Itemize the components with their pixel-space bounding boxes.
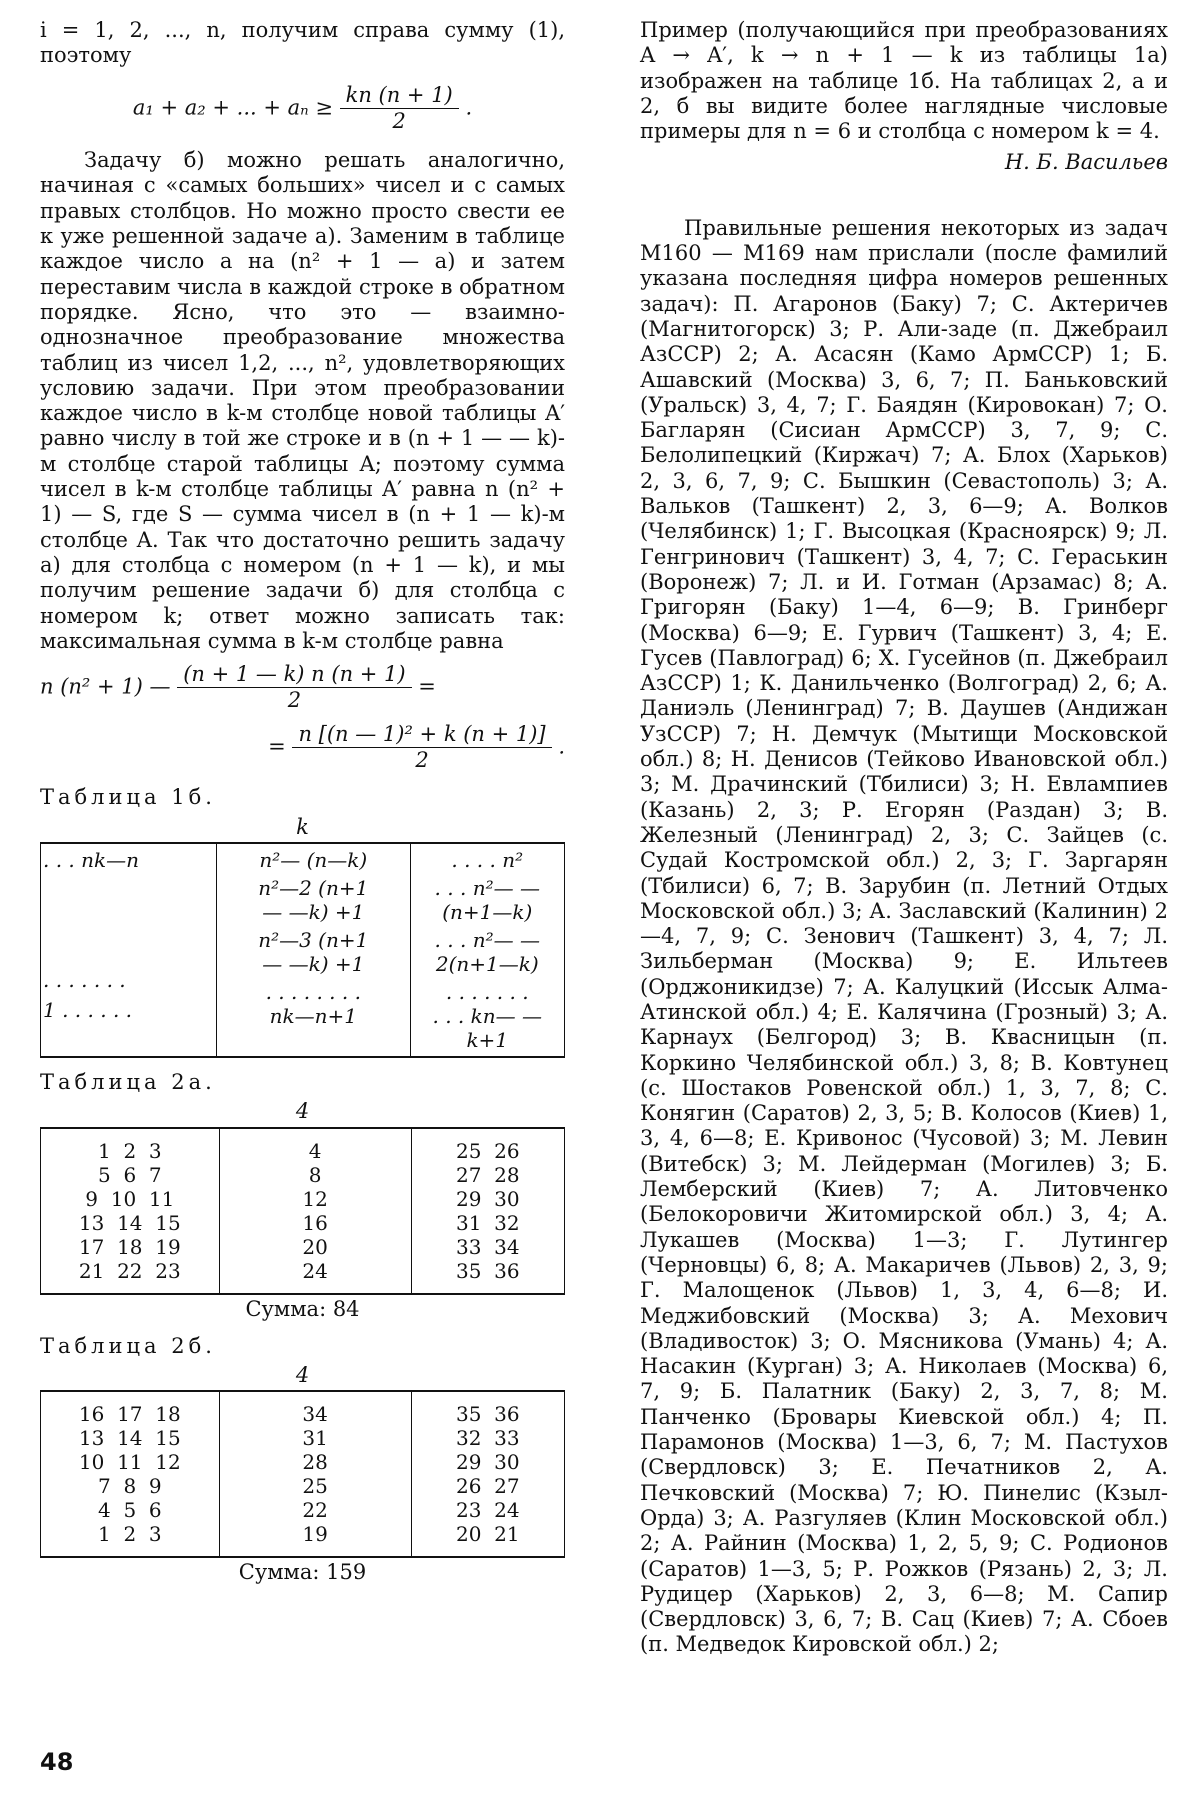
table-2b-col1 bbox=[41, 1391, 220, 1557]
cell: 29 30 bbox=[455, 1186, 520, 1211]
table-2b-col2 bbox=[219, 1391, 411, 1557]
page-number: 48 bbox=[40, 1748, 74, 1776]
cell: 31 bbox=[302, 1426, 328, 1451]
formula-2: n (n² + 1) — $\frac{(n + 1 — k) n (n + 1)}{2}$ = bbox=[40, 662, 436, 713]
author-signature: Н. Б. Васильев bbox=[1004, 150, 1168, 175]
cell: 13 14 15 bbox=[78, 1426, 181, 1451]
cell: . . . . . . . . bbox=[265, 979, 361, 1004]
cell: . . . . . . . bbox=[43, 967, 126, 992]
left-column bbox=[40, 18, 565, 1596]
table-2b-col3 bbox=[411, 1391, 564, 1557]
paragraph-intro: i = 1, 2, ..., n, получим справа сумму (1), поэтому bbox=[40, 18, 565, 68]
cell: 20 bbox=[302, 1234, 328, 1259]
cell: . . . kn— —k+1 bbox=[432, 1003, 542, 1052]
cell: 24 bbox=[302, 1258, 328, 1283]
formula-3-denominator: 2 bbox=[415, 748, 429, 773]
table-2a-caption: Таблица 2а. bbox=[40, 1069, 216, 1094]
formula-1-fraction bbox=[340, 83, 459, 135]
cell: 21 22 23 bbox=[78, 1258, 181, 1283]
table-1b-caption: Таблица 1б. bbox=[40, 785, 216, 810]
cell: 25 26 bbox=[455, 1138, 520, 1163]
cell: 12 bbox=[302, 1186, 328, 1211]
table-1b-col2 bbox=[217, 843, 410, 1057]
table-2a-col1 bbox=[41, 1128, 220, 1294]
cell: 19 bbox=[302, 1522, 328, 1547]
cell: 23 24 bbox=[455, 1498, 520, 1523]
cell: 33 34 bbox=[455, 1234, 520, 1259]
table-1b-col1 bbox=[41, 843, 217, 1057]
cell: 22 bbox=[302, 1498, 328, 1523]
cell: nk—n+1 bbox=[269, 1003, 357, 1028]
table-1b bbox=[40, 842, 565, 1058]
formula-1-denominator: 2 bbox=[392, 108, 406, 133]
table-2a-col2 bbox=[219, 1128, 411, 1294]
cell: 25 bbox=[302, 1474, 328, 1499]
formula-2-lhs: n (n² + 1) — bbox=[40, 674, 171, 699]
cell bbox=[43, 872, 214, 920]
right-column bbox=[640, 18, 1168, 1658]
cell: . . . nk—n bbox=[43, 847, 140, 872]
paragraph-example: Пример (получающийся при преобразованиях A → A′, k → n + 1 — k из таблицы 1а) изображен на таблице 1б. На таблицах 2, а и 2, б вы видите более наглядные числовые примеры для n = 6 и столбца с номером k = 4. bbox=[640, 18, 1168, 144]
formula-1-numerator: kn (n + 1) bbox=[340, 83, 459, 109]
table-2b-sum: Сумма: 159 bbox=[238, 1560, 367, 1585]
formula-3: = $\frac{\text{n [(n — 1)² + k (n + 1)]}}{2}$ . bbox=[268, 721, 565, 773]
cell: 17 18 19 bbox=[78, 1234, 181, 1259]
formula-1: a₁ + a₂ + ... + aₙ ≥ $\frac{kn (n + 1)}{2}$ . bbox=[132, 82, 473, 133]
cell: 35 36 bbox=[455, 1402, 520, 1427]
table-2a bbox=[40, 1127, 565, 1295]
cell: n²— (n—k) bbox=[259, 847, 368, 872]
cell: 16 17 18 bbox=[78, 1402, 181, 1427]
cell: 35 36 bbox=[455, 1258, 520, 1283]
cell: . . . . . . . bbox=[445, 979, 529, 1004]
cell: 1 . . . . . . bbox=[43, 997, 133, 1022]
cell: . . . n²— —2(n+1—k) bbox=[434, 927, 540, 976]
table-2b-caption: Таблица 2б. bbox=[40, 1333, 216, 1358]
cell: . . . n²— — (n+1—k) bbox=[434, 875, 540, 924]
cell: 32 33 bbox=[455, 1426, 520, 1451]
cell: n²—3 (n+1— —k) +1 bbox=[258, 927, 369, 976]
table-2a-sum: Сумма: 84 bbox=[245, 1296, 360, 1321]
paragraph-task-b: Задачу б) можно решать аналогично, начиная с «самых больших» чисел и с самых правых столбцов. Но можно просто свести ее к уже решенной задаче а). Заменим в таблице каждое число a на (n² + 1 — a) и затем переставим числа в каждой строке в обратном порядке. Ясно, что это — взаимно-однозначное преобразование множества таблиц из чисел 1,2, ..., n², удовлетворяющих условию задачи. При этом преобразовании каждое число в k-м столбце новой таблицы A′ равно числу в той же строке и в (n + 1 — — k)-м столбце старой таблицы A; поэтому сумма чисел в k-м столбце таблицы A′ равна n (n² + 1) — S, где S — сумма чисел в (n + 1 — k)-м столбце A. Так что достаточно решить задачу а) для столбца с номером (n + 1 — k), и мы получим решение задачи б) для столбца с номером k; ответ можно записать так: максимальная сумма в k-м столбце равна bbox=[40, 148, 565, 653]
cell bbox=[43, 920, 214, 968]
table-2a-col3 bbox=[411, 1128, 564, 1294]
table-1b-col3 bbox=[410, 843, 565, 1057]
formula-2-numerator: (n + 1 — k) n (n + 1) bbox=[177, 662, 411, 688]
cell: 13 14 15 bbox=[78, 1210, 181, 1235]
cell: 34 bbox=[302, 1402, 328, 1427]
formula-3-numerator: n [(n — 1)² + k (n + 1)] bbox=[292, 722, 551, 748]
cell: 1 2 3 bbox=[98, 1522, 162, 1547]
cell: . . . . n² bbox=[451, 847, 524, 872]
formula-3-fraction bbox=[292, 722, 551, 774]
cell: 16 bbox=[302, 1210, 328, 1235]
formula-2-fraction bbox=[177, 662, 411, 714]
cell: 1 2 3 bbox=[98, 1138, 162, 1163]
cell: 31 32 bbox=[455, 1210, 520, 1235]
table-2b bbox=[40, 1390, 565, 1558]
formula-2-denominator: 2 bbox=[287, 688, 302, 713]
table-2b-k-label: 4 bbox=[295, 1363, 310, 1388]
cell: 28 bbox=[302, 1450, 328, 1475]
cell: 29 30 bbox=[455, 1450, 520, 1475]
paragraph-solvers-list: Правильные решения некоторых из задач M160 — M169 нам прислали (после фамилий указана последняя цифра номеров решенных задач): П. Агаронов (Баку) 7; С. Актеричев (Магнитогорск) 3; Р. Али-заде (п. Джебраил АзССР) 2; А. Асасян (Камо АрмССР) 1; Б. Ашавский (Москва) 3, 6, 7; П. Баньковский (Уральск) 3, 4, 7; Г. Баядян (Кировокан) 7; О. Багларян (Сисиан АрмССР) 3, 7, 9; С. Белолипецкий (Киржач) 7; А. Блох (Харьков) 2, 3, 6, 7, 9; С. Бышкин (Севастополь) 3; А. Вальков (Ташкент) 2, 3, 6—9; А. Волков (Челябинск) 1; Г. Высоцкая (Красноярск) 9; Л. Генгринович (Ташкент) 3, 4, 7; С. Гераськин (Воронеж) 7; Л. и И. Готман (Арзамас) 8; А. Григорян (Баку) 1—4, 6—9; В. Гринберг (Москва) 6—9; Е. Гурвич (Ташкент) 3, 4; Е. Гусев (Павлоград) 6; Х. Гусейнов (п. Джебраил АзССР) 1; К. Данильченко (Волгоград) 2, 6; А. Даниэль (Ленинград) 7; В. Даушев (Андижан УзССР) 7; Н. Демчук (Мытищи Московской обл.) 8; Н. Денисов (Тейково Ивановской обл.) 3; М. Драчинский (Тбилиси) 3; Н. Евлампиев (Казань) 2, 3; Р. Егорян (Раздан) 3; В. Железный (Ленинград) 2, 3; С. Зайцев (с. Судай Костромской обл.) 2, 3; Г. Заргарян (Тбилиси) 6, 7; В. Зарубин (п. Летний Отдых Московской обл.) 3; А. Заславский (Калинин) 2—4, 7, 9; С. Зенович (Ташкент) 3, 4, 7; Л. Зильберман (Москва) 9; Е. Ильтеев (Орджоникидзе) 7; А. Калуцкий (Иссык Алма-Атинской обл.) 4; Е. Калячина (Грозный) 3; А. Карнаух (Белгород) 3; В. Квасницын (п. Коркино Челябинской обл.) 3, 8; В. Ковтунец (с. Шостаков Ровенской обл.) 1, 3, 7, 8; С. Конягин (Саратов) 2, 3, 5; В. Колосов (Киев) 1, 3, 4, 6—8; Е. Кривонос (Чусовой) 3; М. Левин (Витебск) 3; М. Лейдерман (Могилев) 3; Б. Лемберский (Киев) 7; А. Литовченко (Белокоровичи Житомирской обл.) 3, 4; А. Лукашев (Москва) 1—3; Г. Лутингер (Черновцы) 6, 8; А. Макаричев (Львов) 2, 3, 9; Г. Малощенок (Львов) 1, 3, 4, 6—8; И. Меджибовский (Москва) 3; А. Мехович (Владивосток) 3; О. Мясникова (Умань) 4; А. Насакин (Курган) 3; А. Николаев (Москва) 6, 7, 9; Б. Палатник (Баку) 2, 3, 7, 8; М. Панченко (Бровары Киевской обл.) 4; П. Парамонов (Москва) 1—3, 6, 7; М. Пастухов (Свердловск) 3; Е. Печатников 2, А. Печковский (Москва) 7; Ю. Пинелис (Кзыл-Орда) 3; А. Разгуляев (Клин Московской обл.) 2; А. Райнин (Москва) 1, 2, 5, 9; С. Родионов (Саратов) 1—3, 5; Р. Рожков (Рязань) 2, 3; Л. Рудицер (Харьков) 2, 3, 6—8; М. Сапир (Свердловск) 3, 6, 7; В. Сац (Киев) 7; А. Сбоев (п. Медведок Кировской обл.) 2; bbox=[640, 215, 1168, 1657]
cell: 10 11 12 bbox=[78, 1450, 181, 1475]
cell: n²—2 (n+1— —k) +1 bbox=[258, 875, 369, 924]
formula-1-lhs: a₁ + a₂ + ... + aₙ ≥ bbox=[132, 94, 333, 119]
cell: 20 21 bbox=[455, 1522, 520, 1547]
cell: 5 6 7 bbox=[98, 1162, 162, 1187]
table-2a-k-label: 4 bbox=[295, 1099, 310, 1124]
cell: 26 27 bbox=[455, 1474, 520, 1499]
cell: 7 8 9 bbox=[98, 1474, 162, 1499]
cell: 4 5 6 bbox=[98, 1498, 162, 1523]
cell: 8 bbox=[308, 1162, 322, 1187]
cell: 4 bbox=[308, 1138, 322, 1163]
table-1b-k-label: k bbox=[296, 814, 309, 839]
cell: 9 10 11 bbox=[85, 1186, 175, 1211]
cell: 27 28 bbox=[455, 1162, 520, 1187]
